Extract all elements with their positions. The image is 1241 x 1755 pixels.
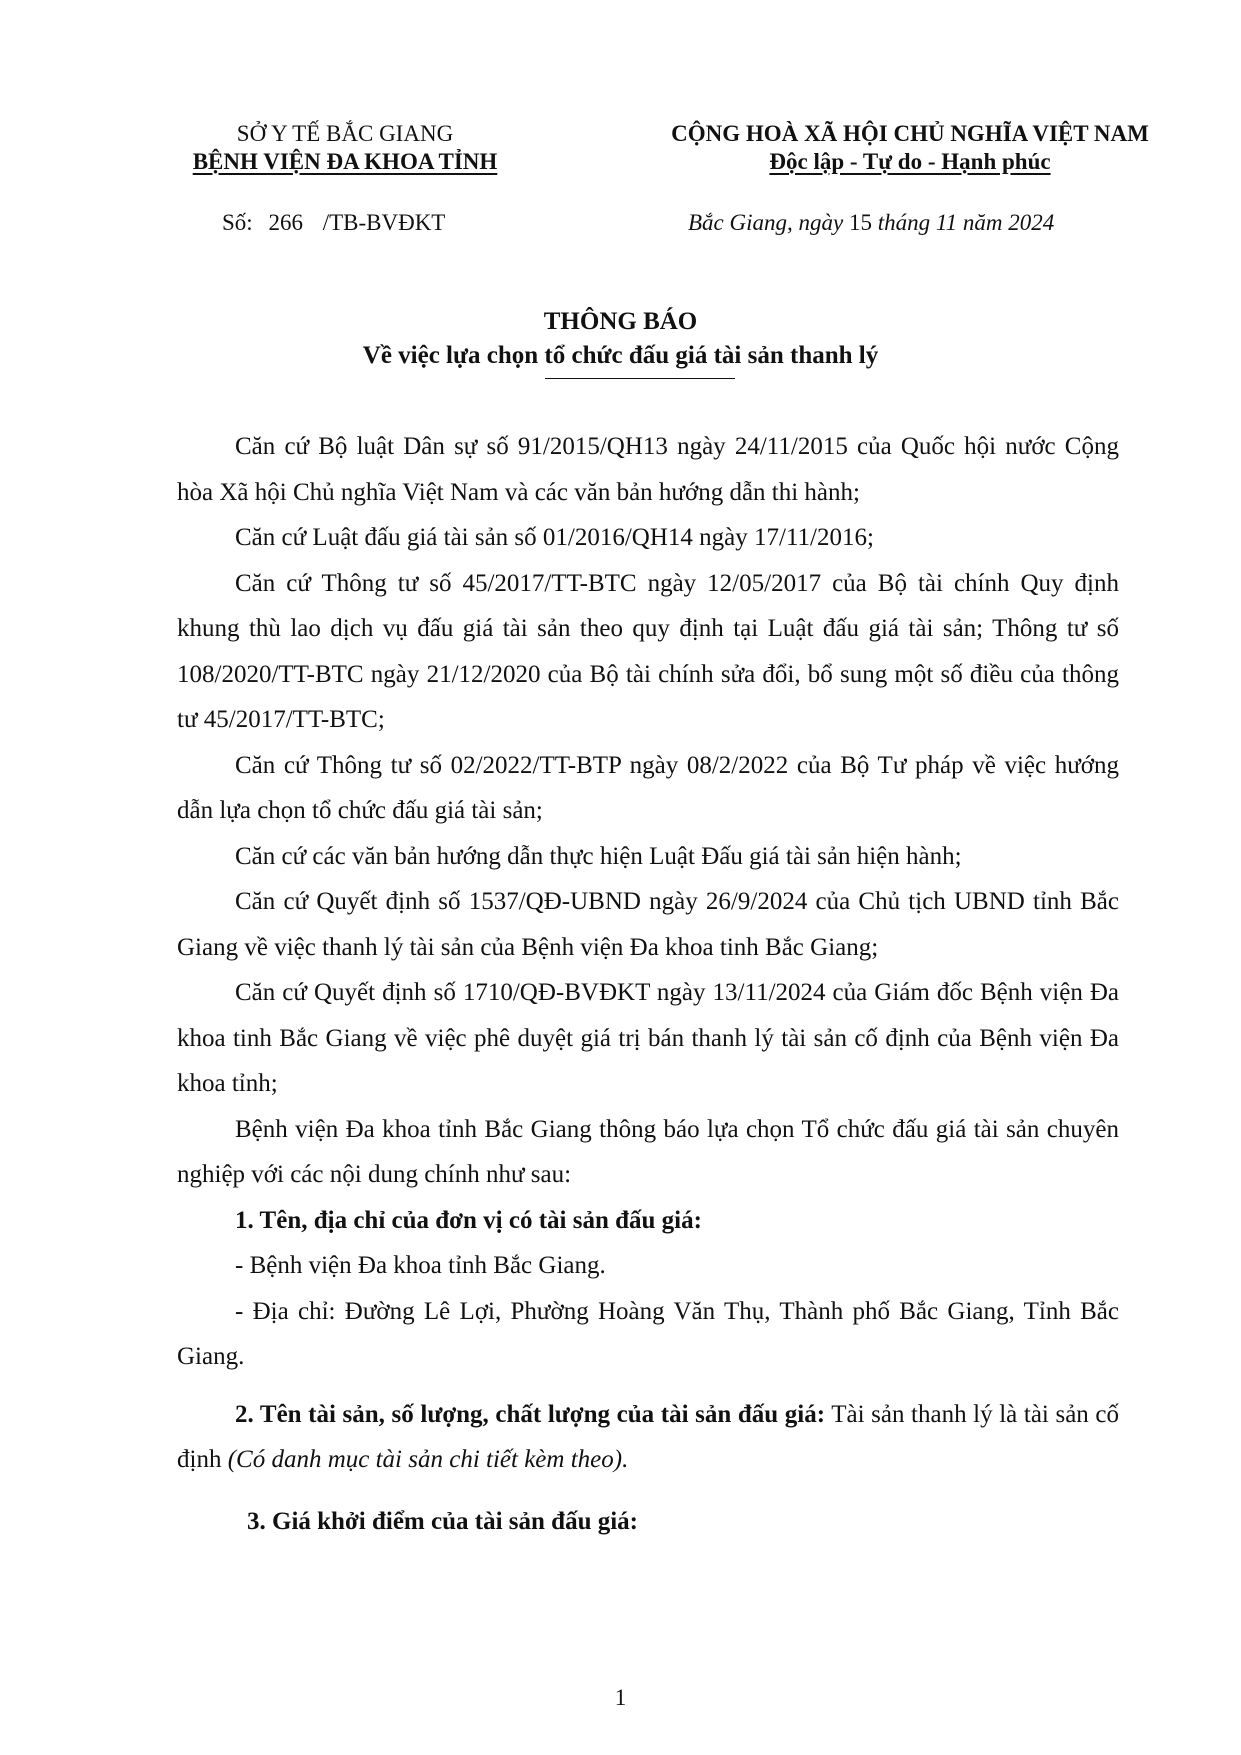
legal-basis-4: Căn cứ Thông tư số 02/2022/TT-BTP ngày 08/2/2022 của Bộ Tư pháp về việc hướng dẫn lựa chọn tổ chức đấu giá tài sản; [177, 751, 1119, 824]
document-title: THÔNG BÁO [543, 308, 698, 335]
page-number: 1 [614, 1685, 627, 1710]
legal-basis-3: Căn cứ Thông tư số 45/2017/TT-BTC ngày 12/05/2017 của Bộ tài chính Quy định khung thù lao dịch vụ đấu giá tài sản theo quy định tại Luật đấu giá tài sản; Thông tư số 108/2020/TT-BTC ngày 21/12/2020 của Bộ tài chính sửa đổi, bổ sung một số điều của thông tư 45/2017/TT-BTC; [177, 569, 1119, 733]
issuer-agency: SỞ Y TẾ BẮC GIANG [236, 121, 454, 146]
section-2-paragraph [177, 1392, 1119, 1483]
date-day: 15 [848, 210, 872, 235]
document-body [177, 424, 1119, 1544]
legal-basis-2: Căn cứ Luật đấu giá tài sản số 01/2016/QH14 ngày 17/11/2016; [235, 524, 874, 551]
legal-basis-6: Căn cứ Quyết định số 1537/QĐ-UBND ngày 26/9/2024 của Chủ tịch UBND tỉnh Bắc Giang về việc thanh lý tài sản của Bệnh viện Đa khoa tinh Bắc Giang; [177, 888, 1119, 961]
date-prefix: Bắc Giang, ngày [688, 210, 844, 235]
document-subtitle: Về việc lựa chọn tổ chức đấu giá tài sản thanh lý [362, 342, 879, 369]
issuer-block [175, 120, 515, 176]
announcement-intro: Bệnh viện Đa khoa tỉnh Bắc Giang thông báo lựa chọn Tổ chức đấu giá tài sản chuyên nghiệp với các nội dung chính như sau: [177, 1115, 1119, 1188]
document-date [688, 210, 1054, 236]
nation-name: CỘNG HOÀ XÃ HỘI CHỦ NGHĨA VIỆT NAM [671, 121, 1149, 146]
legal-basis-1: Căn cứ Bộ luật Dân sự số 91/2015/QH13 ngày 24/11/2015 của Quốc hội nước Cộng hòa Xã hội Chủ nghĩa Việt Nam và các văn bản hướng dẫn thi hành; [177, 433, 1119, 506]
number-value: 266 [268, 210, 303, 235]
title-block [0, 305, 1241, 373]
national-header [640, 120, 1180, 176]
section-1-name: - Bệnh viện Đa khoa tỉnh Bắc Giang. [235, 1252, 606, 1279]
section-2-text: Tài sản thanh lý là tài sản cố định [177, 1400, 1119, 1473]
section-1-heading: 1. Tên, địa chỉ của đơn vị có tài sản đấu giá: [235, 1206, 702, 1234]
section-1-address: - Địa chỉ: Đường Lê Lợi, Phường Hoàng Văn Thụ, Thành phố Bắc Giang, Tỉnh Bắc Giang. [177, 1297, 1119, 1370]
legal-basis-7: Căn cứ Quyết định số 1710/QĐ-BVĐKT ngày 13/11/2024 của Giám đốc Bệnh viện Đa khoa tinh Bắc Giang về việc phê duyệt giá trị bán thanh lý tài sản cố định của Bệnh viện Đa khoa tỉnh; [177, 979, 1119, 1097]
date-suffix: tháng 11 năm 2024 [877, 210, 1055, 235]
section-3-heading: 3. Giá khởi điểm của tài sản đấu giá: [247, 1507, 638, 1535]
number-suffix: /TB-BVĐKT [322, 210, 446, 235]
section-2-heading: 2. Tên tài sản, số lượng, chất lượng của tài sản đấu giá: [235, 1400, 826, 1428]
document-number [222, 210, 445, 236]
section-2-note: (Có danh mục tài sản chi tiết kèm theo). [227, 1446, 629, 1473]
legal-basis-5: Căn cứ các văn bản hướng dẫn thực hiện Luật Đấu giá tài sản hiện hành; [235, 842, 962, 870]
issuer-unit: BỆNH VIỆN ĐA KHOA TỈNH [192, 149, 498, 174]
title-divider [545, 378, 735, 379]
number-prefix: Số: [222, 210, 253, 235]
national-motto: Độc lập - Tự do - Hạnh phúc [769, 149, 1051, 174]
